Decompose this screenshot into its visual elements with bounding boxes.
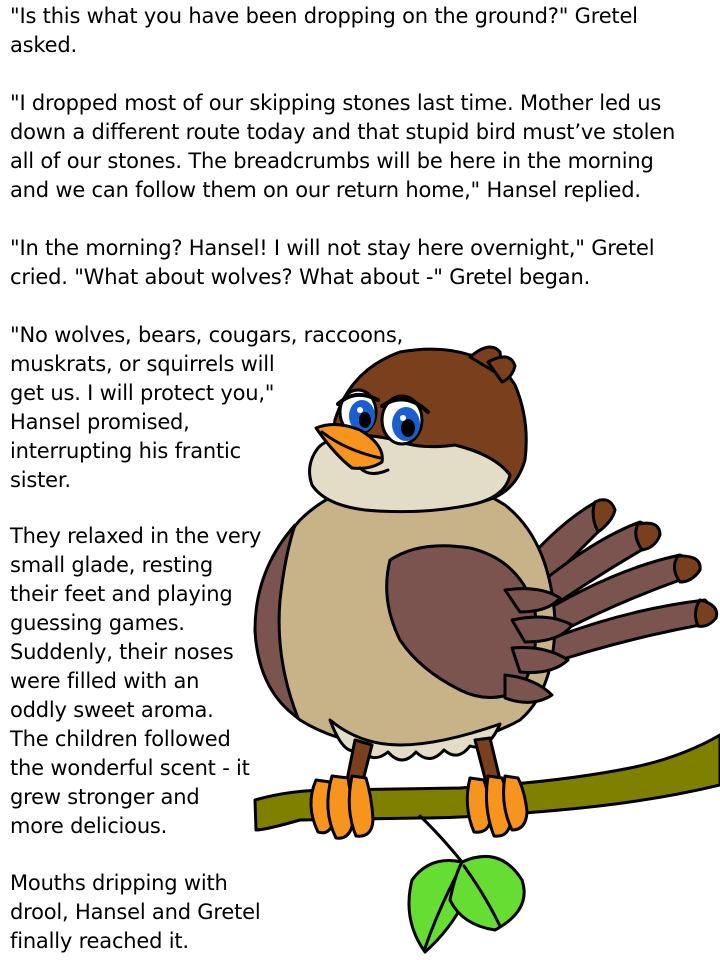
story-paragraph-3: "In the morning? Hansel! I will not stay here overnight," Gretel cried. "What about wolves? What about -" Gretel began. [10,236,655,289]
story-paragraph-5: They relaxed in the very small glade, resting their feet and playing guessing games. Suddenly, their noses were filled with an oddly sweet aroma. The children followed the wonderful scent - it grew stronger and more delicious. [10,524,262,838]
sparrow-on-branch-icon [240,340,720,960]
story-paragraph-6: Mouths dripping with drool, Hansel and Gretel finally reached it. [10,871,261,953]
story-paragraph-2: "I dropped most of our skipping stones last time. Mother led us down a different route today and that stupid bird must’ve stolen all of our stones. The breadcrumbs will be here in the morning and we can follow them on our return home," Hansel replied. [10,91,676,202]
story-paragraph-1: "Is this what you have been dropping on the ground?" Gretel asked. [10,4,638,57]
left-foot [311,776,373,838]
right-foot [467,776,527,836]
story-paragraph-4: "No wolves, bears, cougars, raccoons, muskrats, or squirrels will get us. I will protect you," Hansel promised, interrupting his frantic sister. [10,323,404,492]
leaf-right [450,856,524,930]
